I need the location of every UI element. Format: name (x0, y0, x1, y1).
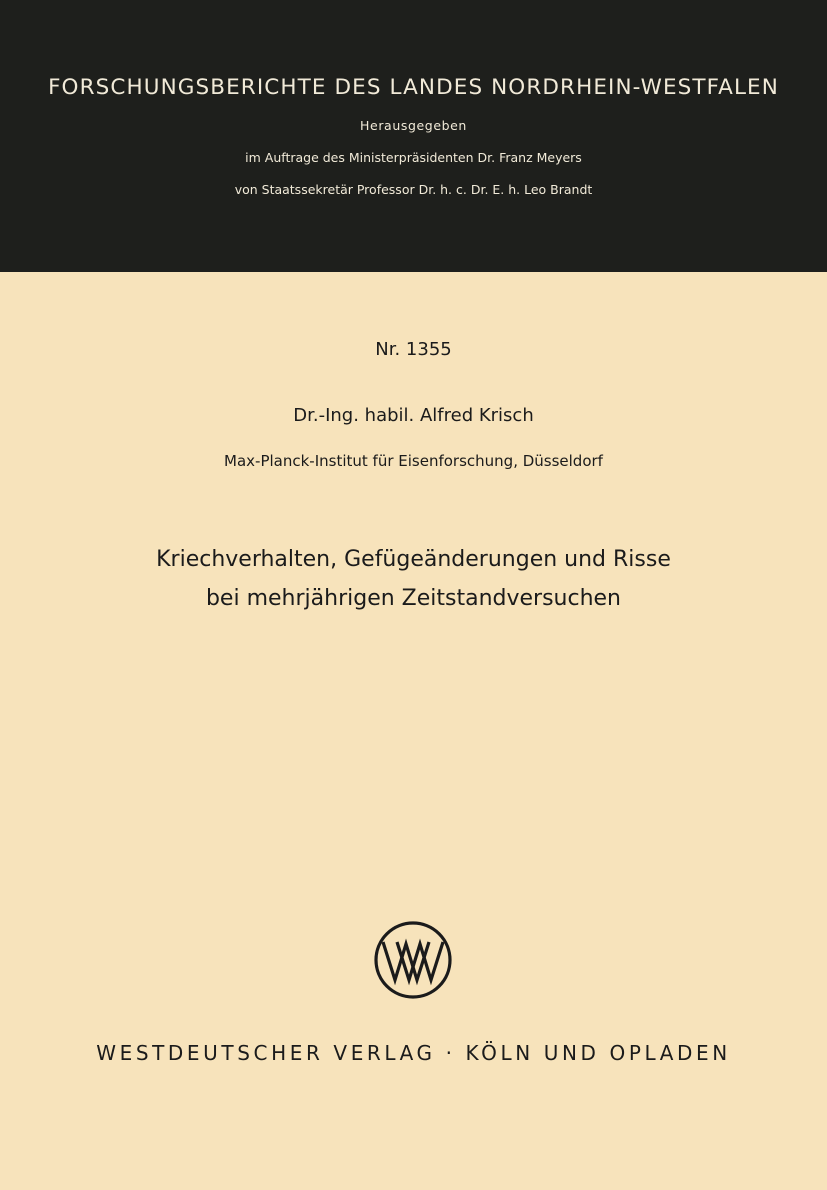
editor-line-commission: im Auftrage des Ministerpräsidenten Dr. Franz Meyers (245, 150, 582, 165)
book-title-line-1: Kriechverhalten, Gefügeänderungen und Risse (156, 547, 671, 572)
publisher-logo-icon (373, 920, 453, 1000)
author-name: Dr.-Ing. habil. Alfred Krisch (293, 405, 534, 426)
series-title: FORSCHUNGSBERICHTE DES LANDES NORDRHEIN-WESTFALEN (48, 75, 779, 100)
report-number: Nr. 1355 (375, 339, 452, 360)
series-header-band (0, 0, 827, 272)
editor-line-editor: von Staatssekretär Professor Dr. h. c. Dr. E. h. Leo Brandt (234, 182, 593, 197)
author-institute: Max-Planck-Institut für Eisenforschung, Düsseldorf (224, 452, 603, 470)
book-title-line-2: bei mehrjährigen Zeitstandversuchen (205, 586, 622, 611)
publisher-imprint: WESTDEUTSCHER VERLAG · KÖLN UND OPLADEN (96, 1041, 731, 1065)
editor-line-published: Herausgegeben (360, 118, 467, 133)
